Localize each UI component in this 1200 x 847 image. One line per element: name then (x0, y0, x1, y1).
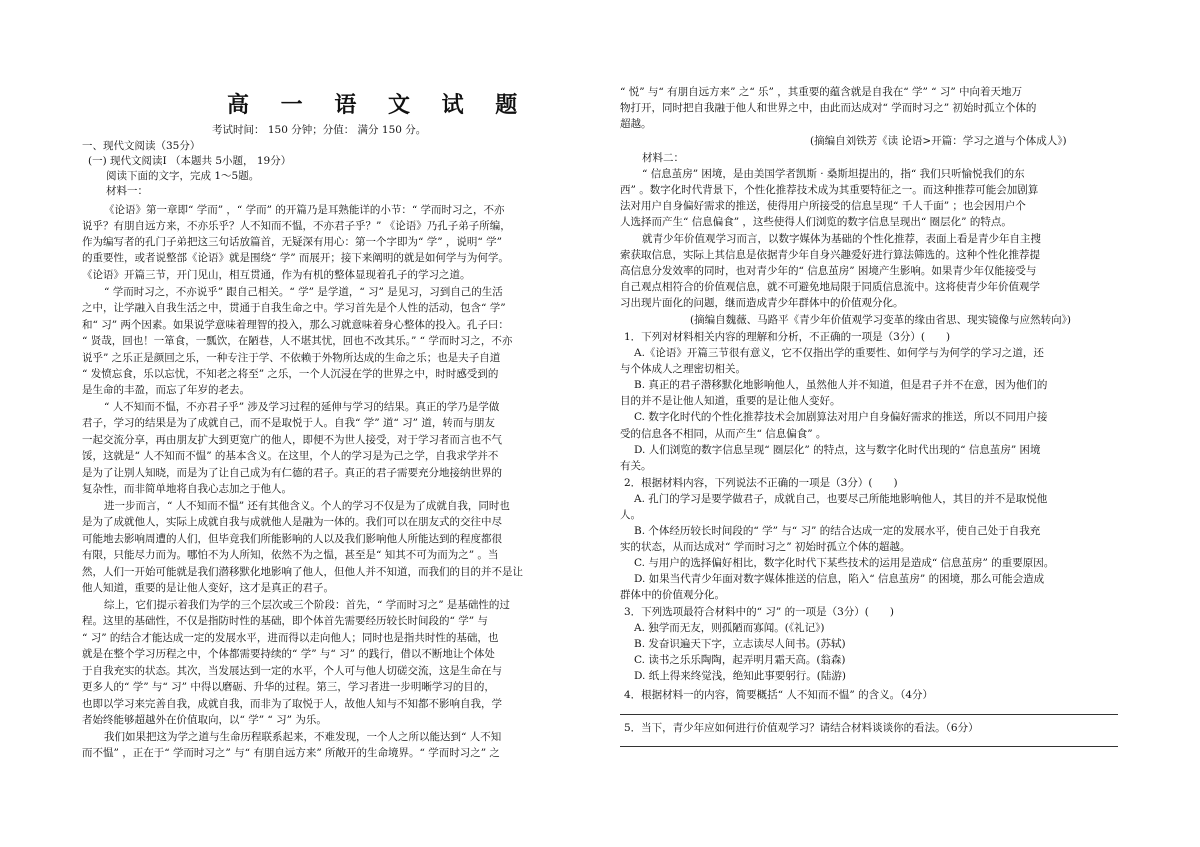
section-heading: 一、现代文阅读（35分） (82, 140, 201, 152)
passage-line: 自己观点相符合的价值观信息，就不可避免地局限于同质信息流中。这将使青少年价值观学 (620, 281, 1040, 293)
question-stem: 4．根据材料一的内容，简要概括“ 人不知而不愠” 的含义。（4分） (624, 689, 934, 701)
passage-line: 索获取信息，实际上其信息是依据青少年自身兴趣爱好进行算法筛选的。这种个性化推荐提 (620, 249, 1040, 261)
question-stem: 5．当下，青少年应如何进行价值观学习？请结合材料谈谈你的看法。（6分） (624, 722, 979, 734)
question-option: B. 真正的君子潜移默化地影响他人，虽然他人并不知道，但是君子并不在意，因为他们的 (634, 379, 1048, 391)
answer-line (620, 714, 1118, 715)
passage-line: 馁，这就是“ 人不知而不愠” 的基本含义。在这里，个人的学习是为己之学，自我求学并不 (82, 450, 499, 462)
question-stem: 1．下列对材料相关内容的理解和分析，不正确的一项是（3分）( ) (624, 331, 951, 343)
passage-line: 有限，只能尽力而为。哪怕不为人所知，依然不为之愠，甚至是“ 知其不可为而为之” 。当 (82, 549, 499, 561)
answer-line (620, 746, 1118, 747)
passage-line: 复杂性，而非简单地将自我心志加之于他人。 (82, 483, 292, 495)
passage-line: “ 人不知而不愠，不亦君子乎” 涉及学习过程的延伸与学习的结果。真正的学乃是学做 (104, 401, 500, 413)
passage-line: 就是在整个学习历程之中，个体都需要持续的“ 学” 与“ 习” 的践行，借以不断地让个体处 (82, 648, 495, 660)
passage-line: 就青少年价值观学习而言，以数字媒体为基础的个性化推荐，表面上看是青少年自主搜 (642, 233, 1041, 245)
question-option: D. 如果当代青少年面对数字媒体推送的信息，陷入“ 信息茧房” 的困境，那么可能会造成 (634, 573, 1045, 585)
subsection-heading: (一) 现代文阅读Ⅰ （本题共 5小题， 19分） (88, 155, 292, 167)
passage-line: “ 信息茧房” 困境，是由美国学者凯斯 · 桑斯坦提出的，指“ 我们只听愉悦我们的东 (642, 168, 1025, 180)
passage-line: 我们如果把这为学之道与生命历程联系起来，不难发现，一个人之所以能达到“ 人不知 (104, 731, 502, 743)
question-option: C. 数字化时代的个性化推荐技术会加剧算法对用户自身偏好需求的推送，所以不同用户接 (634, 411, 1048, 423)
passage-line: 一起交流分享，再由朋友扩大到更宽广的他人，即便不为世人接受，对于学习者而言也不气 (82, 434, 502, 446)
question-option: D. 纸上得来终觉浅，绝知此事要躬行。(陆游) (634, 670, 846, 682)
question-option: 受的信息各不相同，从而产生“ 信息偏食” 。 (620, 428, 827, 440)
passage-line: “ 学而时习之，不亦说乎” 跟自己相关。“ 学” 是学道，“ 习” 是见习，习到自己的生活 (104, 286, 503, 298)
exam-title: 高 一 语 文 试 题 (227, 92, 530, 118)
question-stem: 3．下列选项最符合材料中的“ 习” 的一项是（3分）( ) (624, 606, 894, 618)
question-option: 人。 (620, 509, 641, 521)
question-stem: 2．根据材料内容，下列说法不正确的一项是（3分）( ) (624, 477, 898, 489)
passage-line: 和“ 习” 两个因素。如果说学意味着理智的投入，那么习就意味着身心整体的投入。孔子曰： (82, 319, 509, 331)
passage-line: 物打开，同时把自我融于他人和世界之中，由此而达成对“ 学而时习之” 初始时孤立个体的 (620, 102, 1037, 114)
question-option: B. 发奋识遍天下字，立志读尽人间书。(苏轼) (634, 638, 846, 650)
passage-line: 综上，它们提示着我们为学的三个层次或三个阶段：首先，“ 学而时习之” 是基础性的过 (104, 599, 510, 611)
passage-line: 他人知道，重要的是让他人变好，这才是真正的君子。 (82, 582, 334, 594)
passage-line: 之中，让学融入自我生活之中，贯通于自我生命之中。学习首先是个人性的活动，包含“ 学” (82, 302, 506, 314)
passage-line: 于自我充实的状态。其次，当发展达到一定的水平，个人可与他人切磋交流，这是生命在与 (82, 665, 502, 677)
question-option: C. 与用户的选择偏好相比，数字化时代下某些技术的运用是造成“ 信息茧房” 的重要原因。 (634, 557, 1055, 569)
passage-line: 是生命的丰盈，而忘了年岁的老去。 (82, 384, 250, 396)
passage-line: 程。这里的基础性，不仅是指防时性的基础，即个体首先需要经历较长时间段的“ 学” 与 (82, 615, 488, 627)
passage-line: 可能地去影响周遭的人们，但毕竟我们所能影响的人以及我们影响他人所能达到的程度都很 (82, 533, 502, 545)
passage-line: “ 习” 的结合才能达成一定的发展水平，进而得以走向他人；同时也是指共时性的基础，也 (82, 632, 499, 644)
passage-line: “ 发愤忘食，乐以忘忧，不知老之将至” 之乐，一个人沉浸在学的世界之中，时时感受到的 (82, 368, 499, 380)
passage-line: 说乎？有朋自远方来，不亦乐乎？人不知而不愠，不亦君子乎？” 《论语》乃孔子弟子所编， (82, 220, 511, 232)
passage-line: 习出现片面化的问题，继而造成青少年群体中的价值观分化。 (620, 297, 904, 309)
passage-line: 是为了让别人知晓，而是为了让自己成为有仁德的君子。真正的君子需要充分地接纳世界的 (82, 467, 502, 479)
question-option: D. 人们浏览的数字信息呈现“ 圈层化” 的特点，这与数字化时代出现的“ 信息茧房” 困境 (634, 444, 1041, 456)
material-label: 材料一： (106, 185, 148, 197)
passage-line: 进一步而言，“ 人不知而不愠” 还有其他含义。个人的学习不仅是为了成就自我，同时也 (104, 500, 510, 512)
question-option: 实的状态，从而达成对“ 学而时习之” 初始时孤立个体的超越。 (620, 541, 911, 553)
passage-line: 而不愠” ，正在于“ 学而时习之” 与“ 有朋自远方来” 所敞开的生命境界。“ 学而时习之” 之 (82, 747, 500, 759)
passage-line: 也即以学习来完善自我，成就自我，而非为了取悦于人，故他人知与不知都不影响自我，学 (82, 698, 502, 710)
question-option: 群体中的价值观分化。 (620, 589, 725, 601)
passage-line: 是为了成就他人，实际上成就自我与成就他人是融为一体的。我们可以在朋友式的交往中尽 (82, 516, 502, 528)
passage-line: 高信息分发效率的同时，也对青少年的“ 信息茧房” 困境产生影响。如果青少年仅能接受与 (620, 265, 1037, 277)
question-option: A. 独学而无友，则孤陋而寡闻。(《礼记》) (634, 622, 825, 634)
passage-line: 《论语》开篇三节，开门见山，相互贯通，作为有机的整体显现着孔子的学习之道。 (82, 269, 471, 281)
passage-line: 《论语》第一章即“ 学而” ，“ 学而” 的开篇乃是耳熟能详的小节：“ 学而时习之，不亦 (104, 204, 505, 216)
passage-line: 更多人的“ 学” 与“ 习” 中得以磨砺、升华的过程。第三，学习者进一步明晰学习的目的， (82, 681, 495, 693)
question-option: 与个体成人之理密切相关。 (620, 363, 746, 375)
question-option: A. 孔门的学习是要学做君子，成就自己，也要尽己所能地影响他人，其目的并不是取悦他 (634, 493, 1048, 505)
question-option: 目的并不是让他人知道，重要的是让他人变好。 (620, 395, 841, 407)
passage-line: 的重要性，或者说整部《论语》就是围绕“ 学” 而展开；接下来阐明的就是如何学与为何学。 (82, 252, 509, 264)
passage-line: 人选择而产生“ 信息偏食” ，这些使得人们浏览的数字信息呈现出“ 圈层化” 的特点。 (620, 216, 1012, 228)
source-citation: (摘编自魏薇、马路平《青少年价值观学习变革的缘由省思、现实镜像与应然转向》) (690, 314, 1071, 326)
material-label: 材料二： (642, 152, 684, 164)
question-option: B. 个体经历较长时间段的“ 学” 与“ 习” 的结合达成一定的发展水平，使自己处于自我充 (634, 525, 1041, 537)
source-citation: (摘编自刘铁芳《读 论语>开篇：学习之道与个体成人》) (810, 135, 1067, 147)
passage-line: 超越。 (620, 118, 652, 130)
passage-line: 然，人们一开始可能就是我们潜移默化地影响了他人，但他人并不知道，而我们的目的并不是让 (82, 566, 523, 578)
passage-line: 说乎” 之乐正是颜回之乐，一种专注于学、不依赖于外物所达成的生命之乐；也是夫子自道 (82, 352, 501, 364)
instruction-line: 阅读下面的文字，完成 1～5题。 (106, 170, 260, 182)
passage-line: “ 贤哉，回也！一箪食，一瓢饮，在陋巷，人不堪其忧，回也不改其乐。” “ 学而时习之，不亦 (82, 335, 513, 347)
passage-line: 作为编写者的孔门子弟把这三句话放篇首，无疑深有用心：第一个字即为“ 学” ，说明“ 学” (82, 236, 502, 248)
question-option: 有关。 (620, 460, 652, 472)
passage-line: “ 悦” 与“ 有朋自远方来” 之“ 乐” ，其重要的蕴含就是自我在“ 学” “ 习” 中向着天地万 (620, 86, 1023, 98)
question-option: A.《论语》开篇三节很有意义，它不仅指出学的重要性、如何学与为何学的学习之道，还 (634, 347, 1044, 359)
passage-line: 西” 。数字化时代背景下，个性化推荐技术成为其重要特征之一。而这种推荐可能会加剧算 (620, 184, 1039, 196)
passage-line: 君子，学习的结果是为了成就自己，而不是取悦于人。自我“ 学” 道“ 习” 道，转而与朋友 (82, 417, 495, 429)
exam-info: 考试时间： 150 分钟；分值： 满分 150 分。 (212, 124, 427, 136)
passage-line: 者始终能够超越外在价值取向，以“ 学” “ 习” 为乐。 (82, 714, 327, 726)
question-option: C. 读书之乐乐陶陶，起弄明月霜天高。(翁森) (634, 654, 846, 666)
passage-line: 法对用户自身偏好需求的推送，使得用户所接受的信息呈现“ 千人千面” ；也会因用户个 (620, 200, 1026, 212)
